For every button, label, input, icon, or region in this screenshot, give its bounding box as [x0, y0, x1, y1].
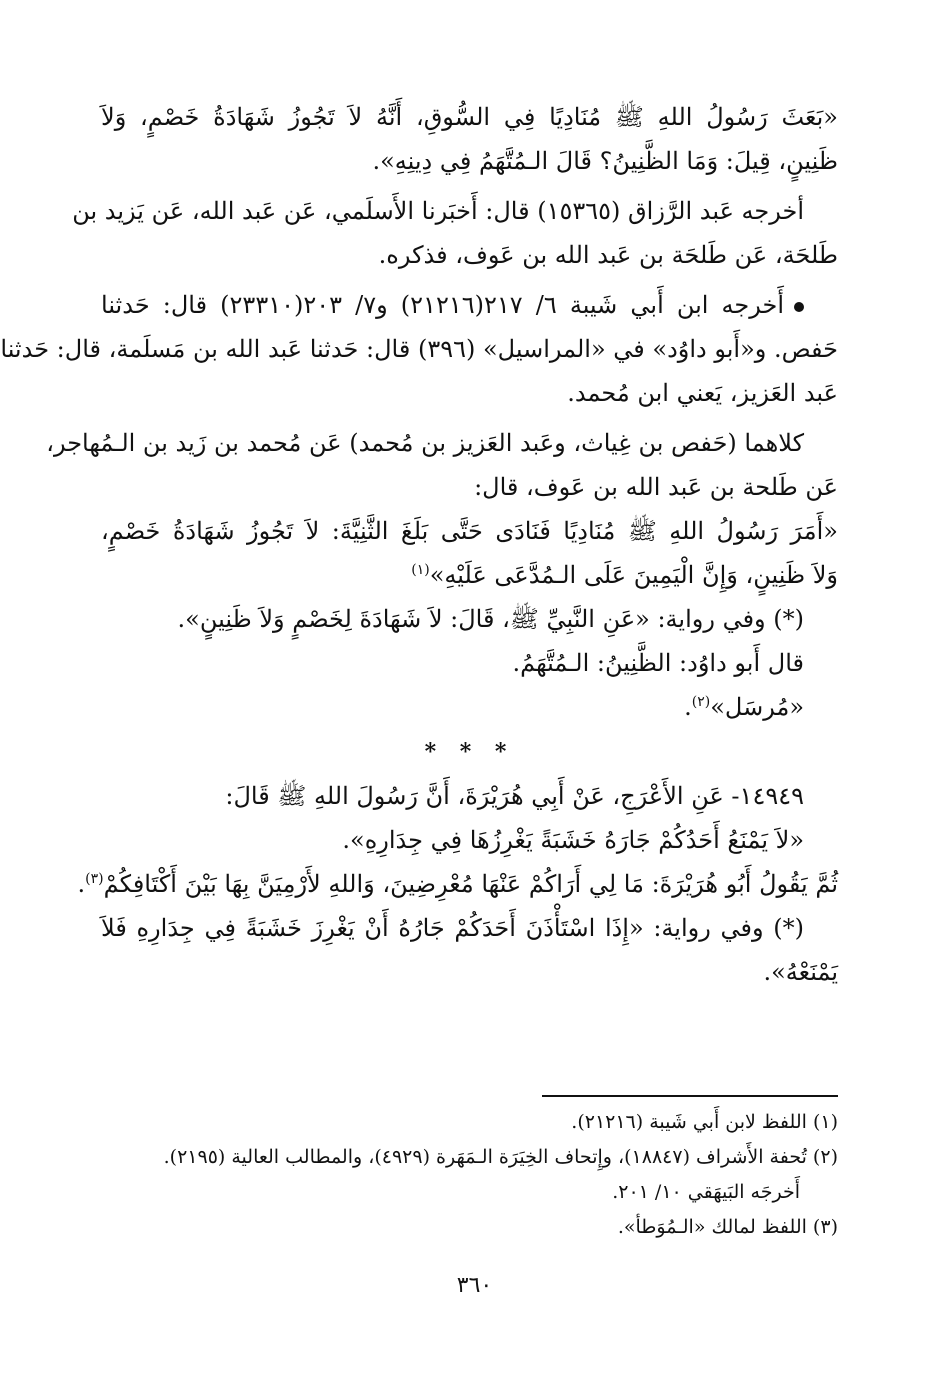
hadith-text-line	[101, 553, 838, 597]
mursal-line	[101, 685, 838, 729]
page-number: ٣٦٠	[456, 1273, 493, 1298]
footnote: (٣) اللفظ لمالك «الـمُوَطأ».	[617, 1216, 838, 1238]
asterisk-separator-icon: * * *	[424, 739, 515, 765]
footnote-divider	[542, 1095, 838, 1097]
hadith-text: وَلاَ ظَنِينٍ، وَإِنَّ الْيَمِينَ عَلَى الـمُدَّعَى عَلَيْهِ»	[429, 561, 838, 589]
chain-line: كلاهما (حَفص بن غِياث، وعَبد العَزيز بن مُحمد) عَن مُحمد بن زَيد بن الـمُهاجر،	[46, 429, 804, 457]
takhrij-line-text: أَخرجه ابن أَبي شَيبة ٦/ ٢١٧(٢١٢١٦) و٧/ ٢٠٣(٢٣٣١٠) قال: حَدثنا	[101, 291, 784, 319]
hadith-text: ثُمَّ يَقُولُ أَبُو هُرَيْرَةَ: مَا لِي أَرَاكُمْ عَنْهَا مُعْرِضِينَ، وَاللهِ لأَرْمِيَنَّ بِهَا بَيْنَ أَكْتَافِكُمْ	[103, 870, 838, 898]
hadith-text-line: «بَعَثَ رَسُولُ اللهِ ﷺ مُنَادِيًا فِي السُّوقِ، أَنَّهُ لاَ تَجُوزُ شَهَادَةُ خَصْمٍ، وَلاَ	[101, 103, 838, 131]
footnote-ref: (٣)	[85, 871, 104, 887]
riwaya-line: (*) وفي رواية: «عَنِ النَّبِيِّ ﷺ، قَالَ: لاَ شَهَادَةَ لِخَصْمٍ وَلاَ ظَنِينٍ».	[177, 605, 804, 633]
bullet-icon	[794, 302, 804, 312]
takhrij-line: حَفص. و«أَبو داوُد» في «المراسيل» (٣٩٦) قال: حَدثنا عَبد الله بن مَسلَمة، قال: حَدثنا	[0, 335, 838, 363]
mursal-label: «مُرسَل»	[710, 693, 804, 721]
riwaya-line: يَمْنَعْهُ».	[763, 958, 838, 986]
hadith-text-line: ظَنِينٍ، قِيلَ: وَمَا الظَّنِينُ؟ قَالَ الـمُتَّهَمُ فِي دِينِهِ».	[372, 147, 838, 175]
chain-line: عَن طَلحة بن عَبد الله بن عَوف، قال:	[474, 473, 838, 501]
footnote: أَخرجَه البَيهَقي ١٠/ ٢٠١.	[612, 1181, 800, 1203]
takhrij-line: طَلحَة، عَن طَلحَة بن عَبد الله بن عَوف، فذكره.	[378, 241, 838, 269]
footnotes	[101, 1105, 838, 1245]
hadith-text-line	[77, 862, 838, 906]
abu-dawud-line: قال أَبو داوُد: الظَّنِينُ: الـمُتَّهَمُ.	[512, 649, 804, 677]
footnote-ref: (٢)	[691, 694, 711, 710]
takhrij-line: عَبد العَزيز، يَعني ابن مُحمد.	[567, 379, 838, 407]
footnote: (١) اللفظ لابن أَبي شَيبة (٢١٢١٦).	[571, 1111, 838, 1133]
section-separator	[101, 729, 838, 774]
footnote: (٢) تُحفة الأَشراف (١٨٨٤٧)، وإِتحاف الخِيَرَة الـمَهَرة (٤٩٢٩)، والمطالب العالية (٢١٩٥).	[163, 1146, 838, 1168]
riwaya-line: (*) وفي رواية: «إِذَا اسْتَأْذَنَ أَحَدَكُمْ جَارُهُ أَنْ يَغْرِزَ خَشَبَةً فِي جِدَارِهِ فَلاَ	[101, 914, 804, 942]
hadith-text-line: «أَمَرَ رَسُولُ اللهِ ﷺ مُنَادِيًا فَنَادَى حَتَّى بَلَغَ الثَّنِيَّةَ: لاَ تَجُوزُ شَهَادَةُ خَصْمٍ،	[101, 517, 838, 545]
hadith-text-line: «لاَ يَمْنَعُ أَحَدُكُمْ جَارَهُ خَشَبَةً يَغْرِزُهَا فِي جِدَارِهِ».	[342, 826, 804, 854]
takhrij-line	[101, 283, 838, 327]
takhrij-line: أخرجه عَبد الرَّزاق (١٥٣٦٥) قال: أَخبَرنا الأَسلَمي، عَن عَبد الله، عَن يَزيد بن	[72, 197, 804, 225]
footnote-ref: (١)	[411, 562, 430, 578]
hadith-heading-line: ١٤٩٤٩- عَنِ الأَعْرَجِ، عَنْ أَبِي هُرَيْرَةَ، أَنَّ رَسُولَ اللهِ ﷺ قَالَ:	[225, 782, 804, 810]
mursal-end: .	[684, 693, 692, 721]
hadith-text-end: .	[77, 870, 86, 898]
